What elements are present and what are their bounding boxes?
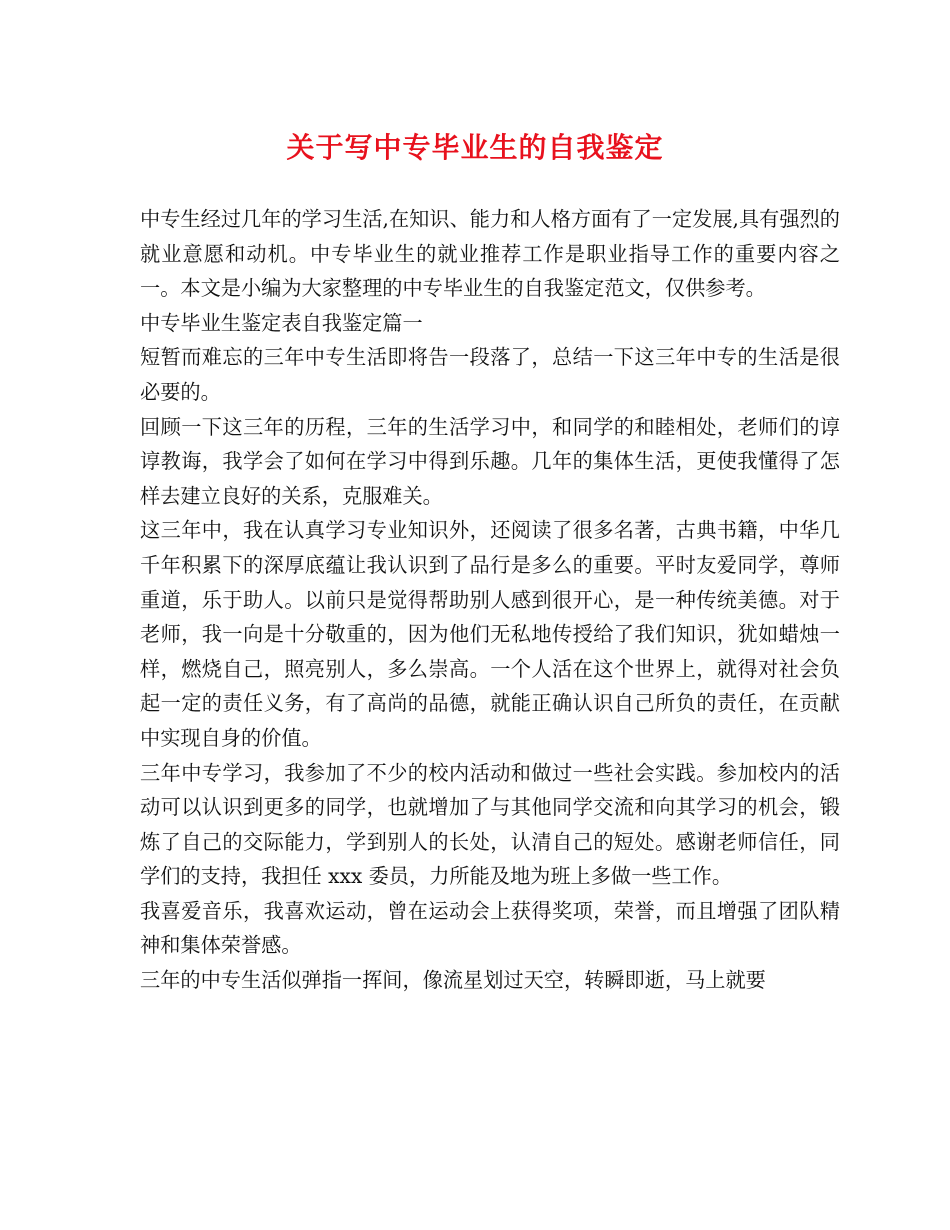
paragraph-intro: 中专生经过几年的学习生活,在知识、能力和人格方面有了一定发展,具有强烈的就业意愿和动机。中专毕业生的就业推荐工作是职业指导工作的重要内容之一。本文是小编为大家整理的中专毕业生的自我鉴定范文，仅供参考。 [140, 207, 840, 301]
paragraph: 三年中专学习，我参加了不少的校内活动和做过一些社会实践。参加校内的活动可以认识到更多的同学，也就增加了与其他同学交流和向其学习的机会，锻炼了自己的交际能力，学到别人的长处，认清自己的短处。感谢老师信任，同学们的支持，我担任 xxx 委员，力所能及地为班上多做一些工作。 [140, 760, 840, 889]
paragraph: 回顾一下这三年的历程，三年的生活学习中，和同学的和睦相处，老师们的谆谆教诲，我学会了如何在学习中得到乐趣。几年的集体生活，更使我懂得了怎样去建立良好的关系，克服难关。 [140, 414, 840, 508]
paragraph: 我喜爱音乐，我喜欢运动，曾在运动会上获得奖项，荣誉，而且增强了团队精神和集体荣誉感。 [140, 898, 840, 958]
document-body [140, 202, 840, 998]
paragraph: 短暂而难忘的三年中专生活即将告一段落了，总结一下这三年中专的生活是很必要的。 [140, 345, 840, 404]
paragraph: 三年的中专生活似弹指一挥间，像流星划过天空，转瞬即逝，马上就要 [140, 968, 766, 993]
section-heading: 中专毕业生鉴定表自我鉴定篇一 [140, 310, 423, 335]
document-title: 关于写中专毕业生的自我鉴定 [286, 131, 664, 164]
paragraph: 这三年中，我在认真学习专业知识外，还阅读了很多名著，古典书籍，中华几千年积累下的深厚底蕴让我认识到了品行是多么的重要。平时友爱同学，尊师重道，乐于助人。以前只是觉得帮助别人感到很开心，是一种传统美德。对于老师，我一向是十分敬重的，因为他们无私地传授给了我们知识，犹如蜡烛一样，燃烧自己，照亮别人，多么崇高。一个人活在这个世界上，就得对社会负起一定的责任义务，有了高尚的品德，就能正确认识自己所负的责任，在贡献中实现自身的价值。 [140, 518, 840, 750]
